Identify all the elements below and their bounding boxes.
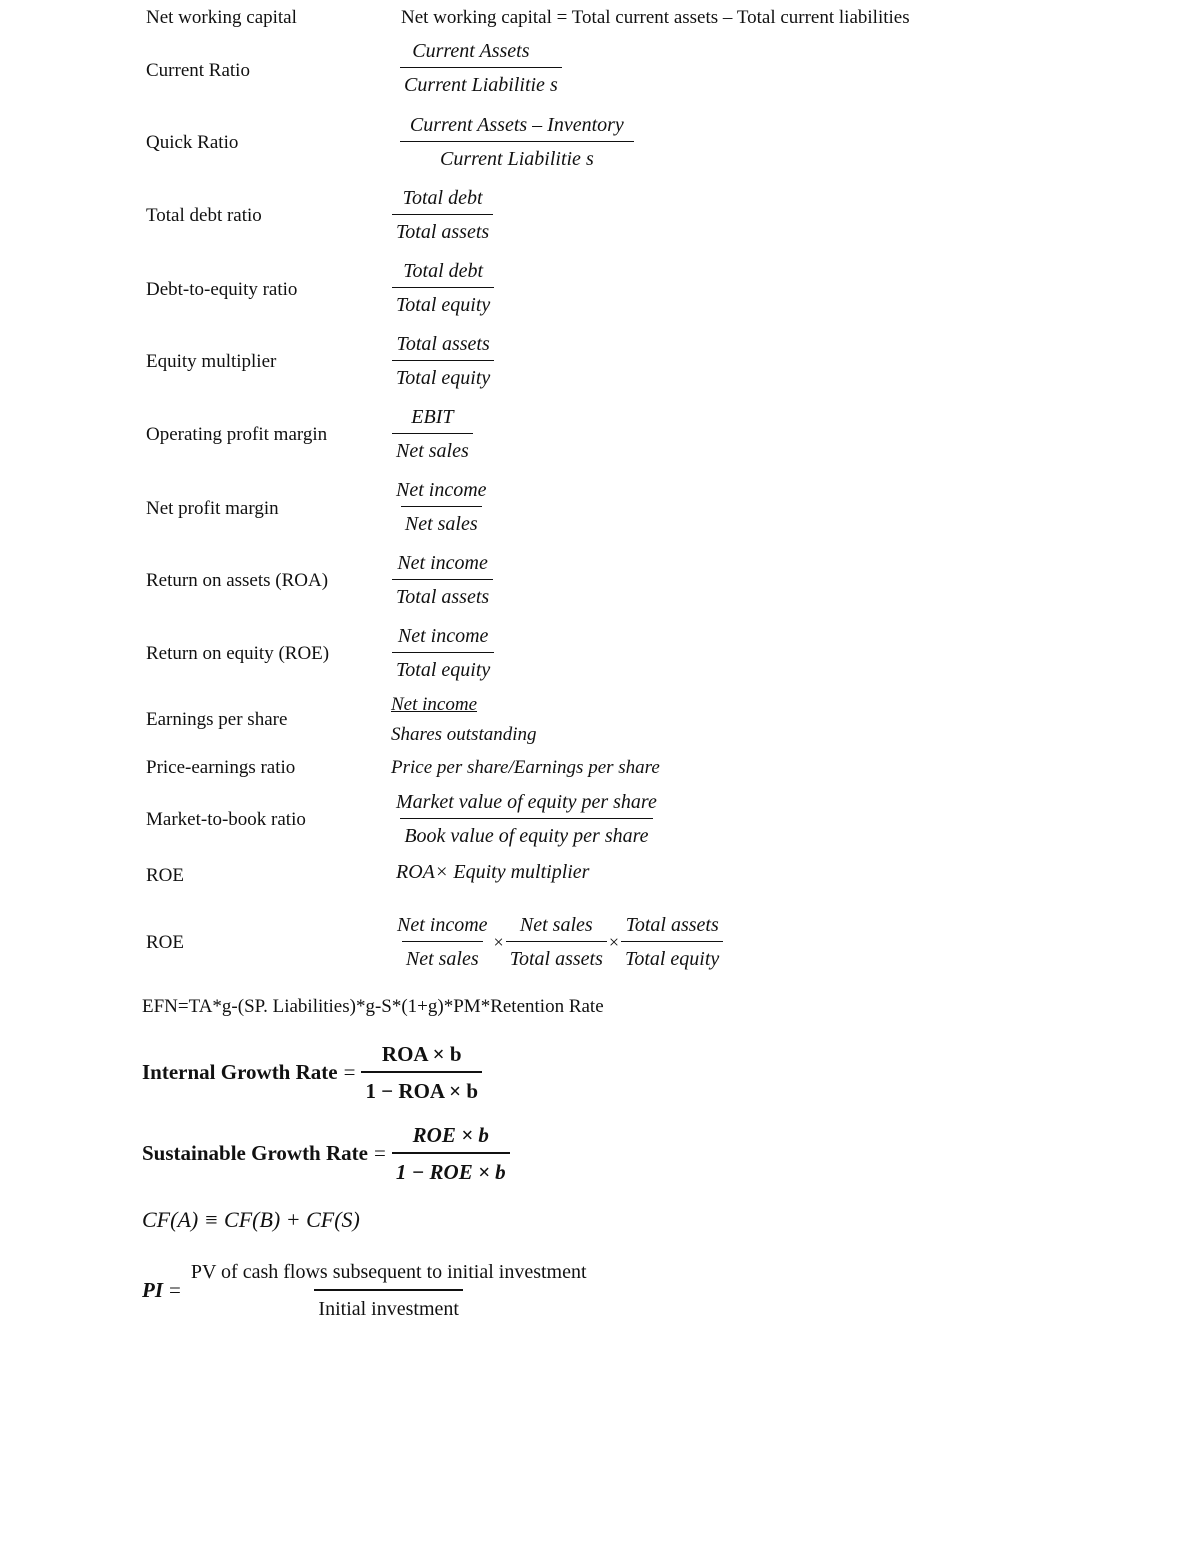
- formula-total-debt-ratio: [392, 185, 493, 245]
- denominator: Total assets: [392, 214, 493, 245]
- label-net-working-capital: Net working capital: [146, 7, 297, 28]
- label-return-on-assets: Return on assets (ROA): [146, 570, 329, 591]
- denominator: Total assets: [392, 579, 493, 610]
- label-net-profit-margin: Net profit margin: [146, 498, 279, 519]
- numerator: Current Assets – Inventory: [409, 114, 624, 136]
- eps-numerator: Net income: [391, 694, 478, 715]
- numerator: Total debt: [403, 260, 484, 282]
- sustainable-growth-label: Sustainable Growth Rate: [142, 1141, 368, 1165]
- formula-price-earnings-ratio: Price per share/Earnings per share: [391, 757, 660, 778]
- equals-sign: =: [373, 1141, 386, 1165]
- internal-growth-label: Internal Growth Rate: [142, 1060, 338, 1084]
- denominator: Book value of equity per share: [400, 818, 652, 849]
- label-total-debt-ratio: Total debt ratio: [146, 205, 262, 226]
- formula-return-on-equity: [392, 623, 494, 683]
- dupont-fraction-3: [621, 912, 723, 972]
- formula-market-to-book-ratio: [392, 789, 661, 849]
- sustainable-growth-fraction: [392, 1121, 510, 1186]
- formula-current-ratio: [400, 38, 562, 98]
- numerator: Net sales: [519, 914, 593, 936]
- label-return-on-equity: Return on equity (ROE): [146, 643, 330, 664]
- numerator: ROE × b: [412, 1123, 489, 1147]
- times-sign: ×: [608, 931, 620, 952]
- internal-growth-rate-formula: [142, 1040, 482, 1105]
- denominator: Total equity: [621, 941, 723, 972]
- times-sign: ×: [493, 931, 504, 952]
- formula-operating-profit-margin: [392, 404, 473, 464]
- denominator: Net sales: [392, 433, 473, 464]
- formula-roe-dupont: [393, 912, 723, 972]
- internal-growth-fraction: [361, 1040, 482, 1105]
- numerator: Total debt: [402, 187, 483, 209]
- sustainable-growth-rate-formula: [142, 1121, 510, 1186]
- formula-net-working-capital: Net working capital = Total current assets – Total current liabilities: [401, 7, 910, 28]
- numerator: Net income: [396, 479, 487, 501]
- formula-net-profit-margin: [392, 477, 491, 537]
- numerator: PV of cash flows subsequent to initial investment: [190, 1261, 587, 1283]
- eps-denominator: Shares outstanding: [391, 724, 537, 745]
- label-roe-1: ROE: [146, 865, 184, 886]
- label-quick-ratio: Quick Ratio: [146, 132, 239, 153]
- denominator: Total equity: [392, 652, 494, 683]
- denominator: 1 − ROA × b: [361, 1071, 482, 1105]
- formula-debt-to-equity-ratio: [392, 258, 494, 318]
- label-equity-multiplier: Equity multiplier: [146, 351, 277, 372]
- pi-fraction: [187, 1258, 591, 1323]
- formula-roe-1: ROA× Equity multiplier: [396, 861, 590, 883]
- formula-quick-ratio: [400, 112, 634, 172]
- denominator: Total equity: [392, 287, 494, 318]
- numerator: Net income: [397, 914, 488, 936]
- denominator: 1 − ROE × b: [392, 1152, 510, 1186]
- denominator: Initial investment: [314, 1289, 463, 1323]
- numerator: Market value of equity per share: [396, 791, 657, 813]
- label-price-earnings-ratio: Price-earnings ratio: [146, 757, 296, 778]
- denominator: Total assets: [506, 941, 607, 972]
- denominator: Current Liabilitie s: [400, 67, 562, 98]
- cash-flow-identity: CF(A) ≡ CF(B) + CF(S): [142, 1207, 360, 1232]
- numerator: EBIT: [411, 406, 454, 428]
- denominator: Net sales: [402, 941, 483, 972]
- numerator: Current Assets: [412, 40, 530, 62]
- formula-return-on-assets: [392, 550, 493, 610]
- label-earnings-per-share: Earnings per share: [146, 709, 288, 730]
- numerator: Net income: [397, 625, 489, 647]
- label-current-ratio: Current Ratio: [146, 60, 250, 81]
- dupont-fraction-1: [393, 912, 492, 972]
- equals-sign: =: [343, 1060, 356, 1084]
- profitability-index-formula: [142, 1258, 591, 1323]
- equals-sign: =: [169, 1278, 181, 1302]
- denominator: Total equity: [392, 360, 494, 391]
- label-operating-profit-margin: Operating profit margin: [146, 424, 328, 445]
- numerator: Net income: [397, 552, 488, 574]
- formula-equity-multiplier: [392, 331, 494, 391]
- label-roe-2: ROE: [146, 932, 184, 953]
- numerator: Total assets: [625, 914, 719, 936]
- denominator: Net sales: [401, 506, 482, 537]
- label-market-to-book-ratio: Market-to-book ratio: [146, 809, 306, 830]
- numerator: Total assets: [396, 333, 490, 355]
- efn-formula: EFN=TA*g-(SP. Liabilities)*g-S*(1+g)*PM*Retention Rate: [142, 996, 604, 1017]
- dupont-fraction-2: [506, 912, 607, 972]
- numerator: ROA × b: [381, 1042, 462, 1066]
- pi-label: PI: [142, 1278, 163, 1302]
- label-debt-to-equity-ratio: Debt-to-equity ratio: [146, 279, 298, 300]
- denominator: Current Liabilitie s: [400, 141, 634, 172]
